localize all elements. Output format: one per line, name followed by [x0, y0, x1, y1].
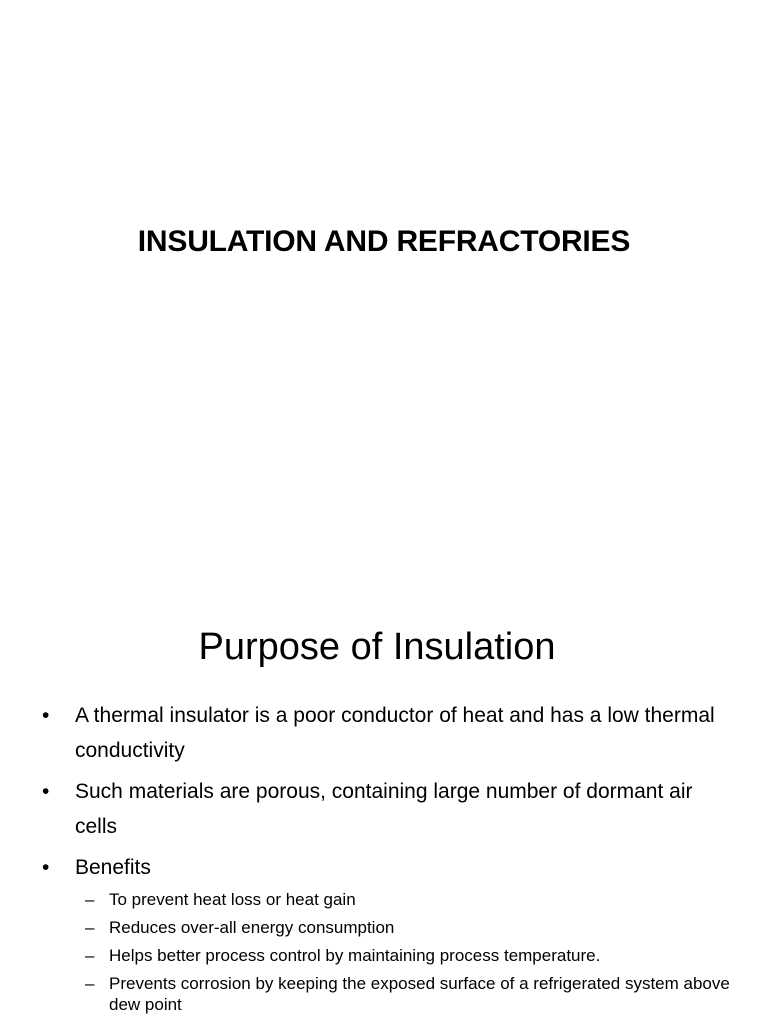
- benefit-item: [75, 889, 732, 910]
- bullet-marker: •: [42, 704, 50, 727]
- benefit-item: [75, 973, 732, 1015]
- bullet-marker: •: [42, 780, 50, 803]
- bullet-item: [42, 774, 732, 844]
- benefit-text: Prevents corrosion by keeping the exposed surface of a refrigerated system above dew point: [109, 974, 730, 1014]
- benefits-list: [75, 889, 732, 1015]
- bullet-text: Such materials are porous, containing large number of dormant air cells: [75, 780, 693, 838]
- bullet-text: Benefits: [75, 856, 151, 879]
- dash-marker: –: [85, 918, 95, 937]
- benefit-text: Reduces over-all energy consumption: [109, 918, 395, 937]
- bullet-text: A thermal insulator is a poor conductor of heat and has a low thermal conductivity: [75, 704, 715, 762]
- dash-marker: –: [85, 974, 95, 993]
- benefit-item: [75, 917, 732, 938]
- dash-marker: –: [85, 946, 95, 965]
- purpose-slide: [0, 576, 768, 1024]
- bullet-item: [42, 698, 732, 768]
- benefit-text: Helps better process control by maintaining process temperature.: [109, 946, 601, 965]
- bullet-list: [42, 698, 732, 1021]
- dash-marker: –: [85, 890, 95, 909]
- benefit-item: [75, 945, 732, 966]
- slide-heading: Purpose of Insulation: [198, 626, 556, 668]
- bullet-item: [42, 850, 732, 1015]
- bullet-marker: •: [42, 856, 50, 879]
- presentation-title: INSULATION AND REFRACTORIES: [137, 225, 631, 258]
- benefit-text: To prevent heat loss or heat gain: [109, 890, 356, 909]
